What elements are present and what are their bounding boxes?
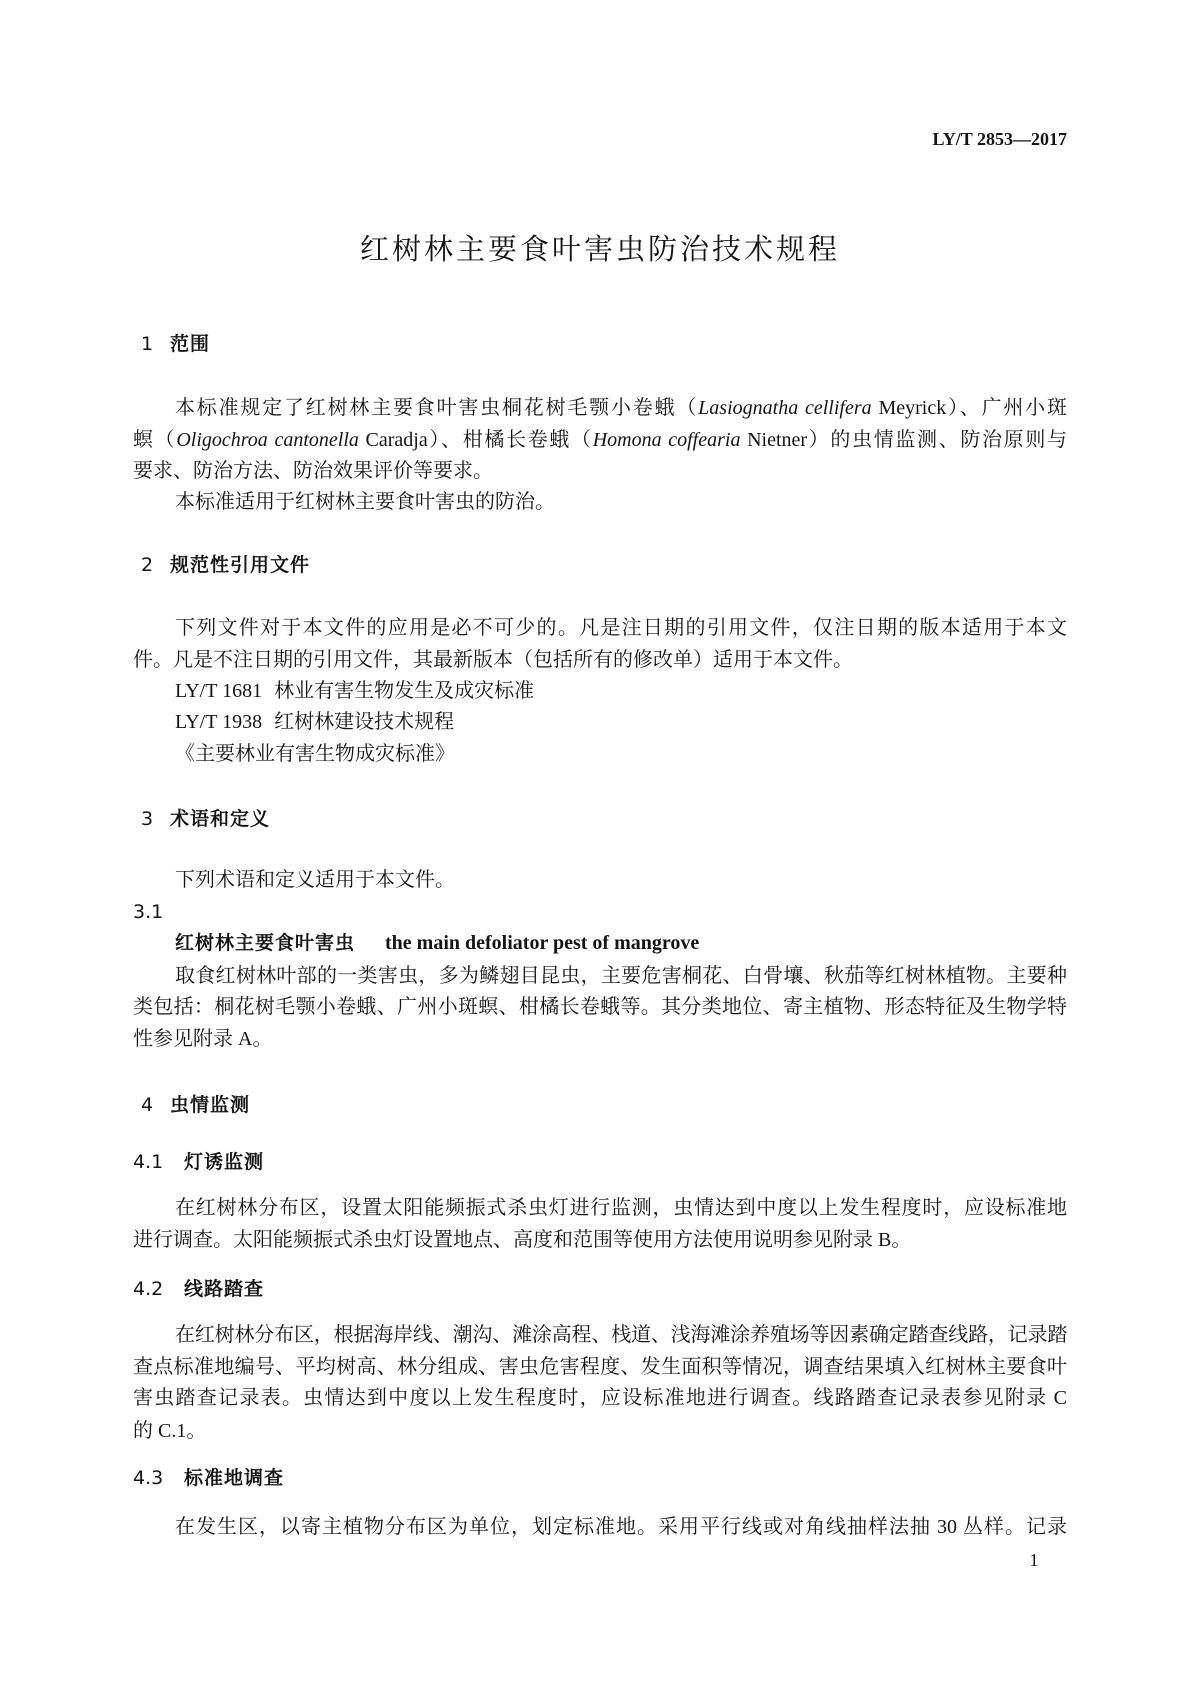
subsection-title: 线路踏查 [184,1278,265,1300]
reference-code: LY/T 1681 [175,680,263,702]
term-english: the main defoliator pest of mangrove [385,932,700,954]
reference-title: 红树林建设技术规程 [274,711,455,733]
standard-code-header: LY/T 2853—2017 [932,129,1067,149]
section-title: 虫情监测 [170,1094,251,1116]
entry-number: 3.1 [133,901,164,923]
term-definition-line3: 性参见附录 A。 [133,1028,273,1050]
subsection-4-2-heading [133,1274,264,1304]
subsection-title: 灯诱监测 [184,1151,265,1173]
text-run: Nietner）的虫情监测、防治原则与 [740,429,1068,451]
species-name-italic: Lasiognatha cellifera [698,397,872,419]
route-survey-line1: 在红树林分布区，根据海岸线、潮沟、滩涂高程、栈道、浅海滩涂养殖场等因素确定踏查线路，记录踏 [175,1324,1067,1346]
subsection-number: 4.3 [133,1467,164,1489]
subsection-4-1-heading [133,1147,264,1177]
section-4-heading [141,1090,250,1120]
text-run: 螟（ [133,429,177,451]
text-run: Meyrick）、广州小斑 [871,397,1067,419]
route-survey-line2: 查点标准地编号、平均树高、林分组成、害虫危害程度、发生面积等情况，调查结果填入红树林主要食叶 [133,1356,1067,1378]
section-title: 术语和定义 [170,808,271,830]
term-definition-line1: 取食红树林叶部的一类害虫，多为鳞翅目昆虫，主要危害桐花、白骨壤、秋茄等红树林植物。主要种 [175,965,1067,987]
route-survey-line4: 的 C.1。 [133,1420,207,1442]
term-definition-line2: 类包括：桐花树毛颚小卷蛾、广州小斑螟、柑橘长卷蛾等。其分类地位、寄主植物、形态特征及生物学特 [133,996,1067,1018]
section-1-heading [141,329,210,359]
species-name-italic: Oligochroa cantonella [176,429,359,451]
scope-para2: 本标准适用于红树林主要食叶害虫的防治。 [175,491,555,513]
section-3-heading [141,804,270,834]
subsection-4-3-heading [133,1463,284,1493]
light-trap-line2: 进行调查。太阳能频振式杀虫灯设置地点、高度和范围等使用方法使用说明参见附录 B。 [133,1229,912,1251]
term-entry-number [133,897,163,927]
section-number: 1 [141,333,154,355]
page-number: 1 [1029,1550,1039,1570]
section-number: 2 [141,554,154,576]
references-intro-line1: 下列文件对于本文件的应用是必不可少的。凡是注日期的引用文件，仅注日期的版本适用于本文 [175,617,1067,639]
section-number: 4 [141,1094,154,1116]
text-run: 本标准规定了红树林主要食叶害虫桐花树毛颚小卷蛾（ [175,397,699,419]
reference-title: 林业有害生物发生及成灾标准 [274,680,535,702]
reference-item-other: 《主要林业有害生物成灾标准》 [175,743,455,765]
plot-survey-line1: 在发生区，以寄主植物分布区为单位，划定标准地。采用平行线或对角线抽样法抽 30 丛样。记录 [175,1516,1067,1538]
reference-item [133,676,1067,706]
subsection-title: 标准地调查 [184,1467,285,1489]
section-number: 3 [141,808,154,830]
light-trap-line1: 在红树林分布区，设置太阳能频振式杀虫灯进行监测，虫情达到中度以上发生程度时，应设标准地 [175,1197,1067,1219]
subsection-number: 4.1 [133,1151,164,1173]
subsection-number: 4.2 [133,1278,164,1300]
scope-para1-line2 [133,425,1067,455]
reference-code: LY/T 1938 [175,711,263,733]
terms-intro: 下列术语和定义适用于本文件。 [175,869,455,891]
reference-item [133,707,1067,737]
section-2-heading [141,550,310,580]
section-title: 规范性引用文件 [170,554,311,576]
species-name-italic: Homona coffearia [592,429,741,451]
route-survey-line3: 害虫踏查记录表。虫情达到中度以上发生程度时，应设标准地进行调查。线路踏查记录表参见附录 C [133,1387,1067,1409]
document-title: 红树林主要食叶害虫防治技术规程 [359,232,840,266]
text-run: Caradja）、柑橘长卷蛾（ [358,429,593,451]
references-intro-line2: 件。凡是不注日期的引用文件，其最新版本（包括所有的修改单）适用于本文件。 [133,649,853,671]
section-title: 范围 [170,333,211,355]
term-entry-title [133,928,1067,958]
scope-para1-line3: 要求、防治方法、防治效果评价等要求。 [133,460,493,482]
term-chinese: 红树林主要食叶害虫 [175,932,356,954]
scope-para1-line1 [133,393,1067,423]
